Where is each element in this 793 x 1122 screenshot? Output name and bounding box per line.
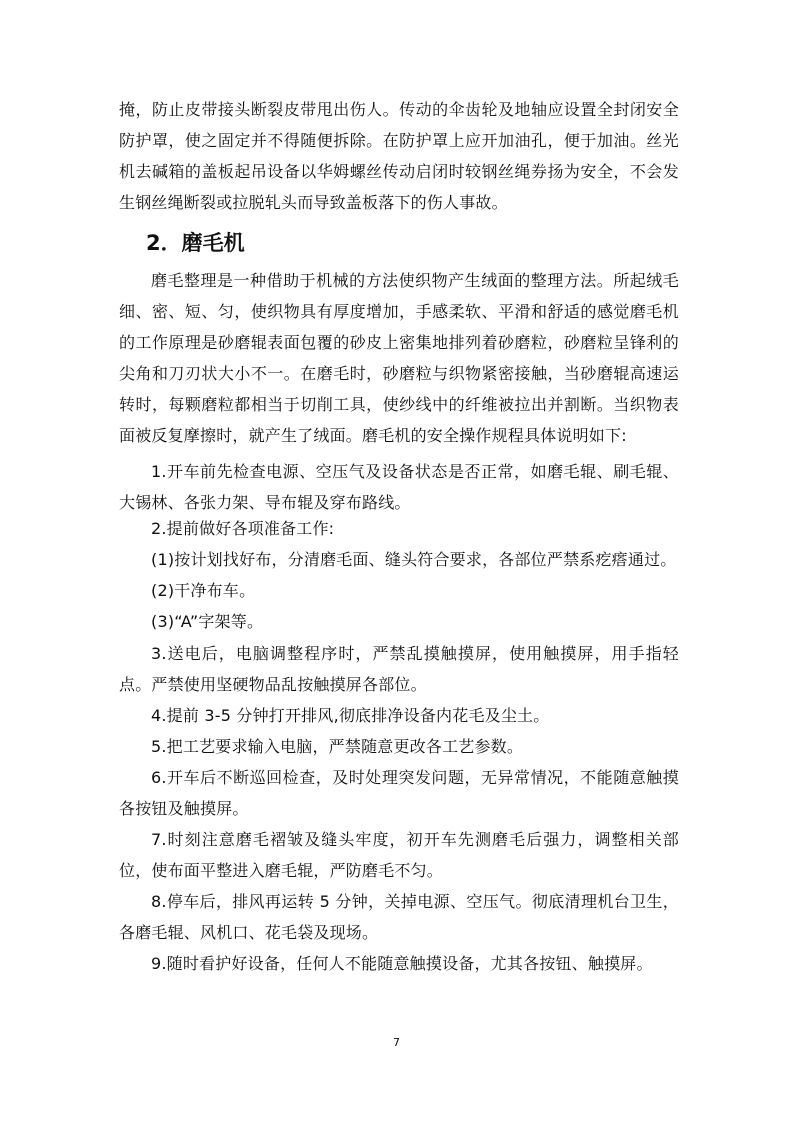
list-item: 4.提前 3-5 分钟打开排风,彻底排净设备内花毛及尘土。 <box>151 706 550 725</box>
section-heading: 2．磨毛机 <box>146 231 245 255</box>
list-item: 9.随时看护好设备，任何人不能随意触摸设备，尤其各按钮、触摸屏。 <box>151 954 653 973</box>
list-item: 6.开车后不断巡回检查，及时处理突发问题，无异常情况，不能随意触摸各按钮及触摸屏。 <box>119 768 679 818</box>
page-number: 7 <box>393 1036 400 1049</box>
list-item: 8.停车后，排风再运转 5 分钟，关掉电源、空压气。彻底清理机台卫生，各磨毛辊、风机口、花毛袋及现场。 <box>119 892 679 942</box>
list-item: 5.把工艺要求输入电脑，严禁随意更改各工艺参数。 <box>151 737 524 756</box>
list-item: 3.送电后，电脑调整程序时，严禁乱摸触摸屏，使用触摸屏，用手指轻点。严禁使用坚硬物品乱按触摸屏各部位。 <box>119 644 679 694</box>
list-item: (2)干净布车。 <box>151 581 256 600</box>
list-item: 1.开车前先检查电源、空压气及设备状态是否正常，如磨毛辊、刷毛辊、大锡林、各张力架、导布辊及穿布路线。 <box>119 462 679 512</box>
list-item: 2.提前做好各项准备工作: <box>151 519 335 538</box>
list-item: (1)按计划找好布，分清磨毛面、缝头符合要求，各部位严禁系疙瘩通过。 <box>151 550 677 569</box>
continuation-paragraph: 掩，防止皮带接头断裂皮带甩出伤人。传动的伞齿轮及地轴应设置全封闭安全防护罩，使之固定并不得随便拆除。在防护罩上应开加油孔，便于加油。丝光机去碱箱的盖板起吊设备以华姆螺丝传动启闭时较钢丝绳券扬为安全，不会发生钢丝绳断裂或拉脱轧头而导致盖板落下的伤人事故。 <box>119 100 679 212</box>
intro-paragraph: 磨毛整理是一种借助于机械的方法使织物产生绒面的整理方法。所起绒毛细、密、短、匀，使织物具有厚度增加，手感柔软、平滑和舒适的感觉磨毛机的工作原理是砂磨辊表面包覆的砂皮上密集地排列着砂磨粒，砂磨粒呈锋利的尖角和刀刃状大小不一。在磨毛时，砂磨粒与织物紧密接触，当砂磨辊高速运转时，每颗磨粒都相当于切削工具，使纱线中的纤维被拉出并割断。当织物表面被反复摩擦时，就产生了绒面。磨毛机的安全操作规程具体说明如下: <box>119 271 679 445</box>
list-item: (3)“A”字架等。 <box>151 612 264 631</box>
list-item: 7.时刻注意磨毛褶皱及缝头牢度，初开车先测磨毛后强力，调整相关部位，使布面平整进入磨毛辊，严防磨毛不匀。 <box>119 830 679 880</box>
